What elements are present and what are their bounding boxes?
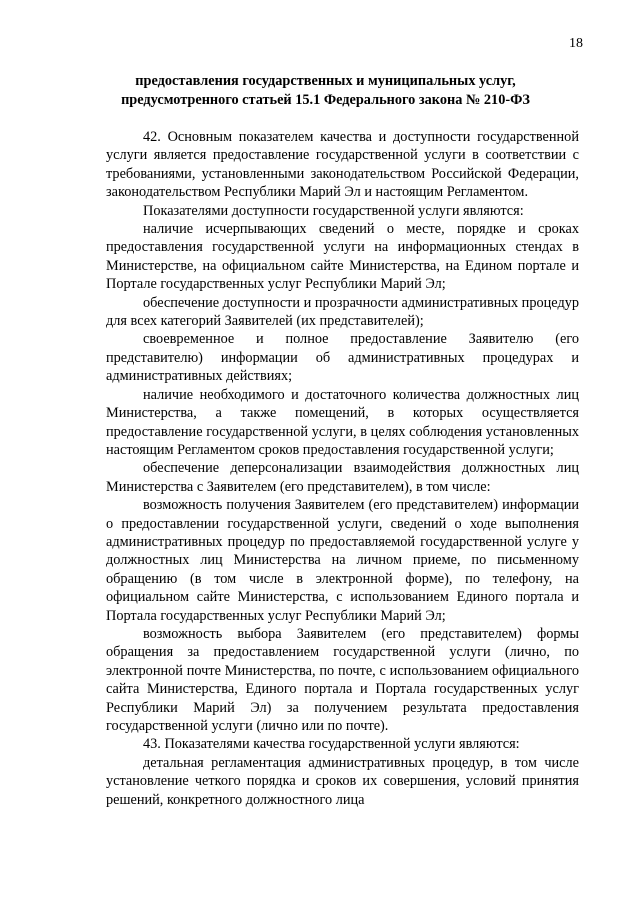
paragraph-regulation-detail: детальная регламентация административных процедур, в том числе установление четкого порядка и сроков их совершения, условий принятия решений, конкретного должностного лица (106, 754, 579, 808)
paragraph-42: 42. Основным показателем качества и доступности государственной услуги является предоставление государственной услуги в соответствии с требованиями, установленными законодательством Российской Федерации, законодательством Республики Марий Эл и настоящим Регламентом. (106, 129, 579, 201)
paragraph-staff-premises: наличие необходимого и достаточного количества должностных лиц Министерства, а также помещений, в которых осуществляется предоставление государственной услуги, в целях соблюдения установленных настоящим Регламентом сроков предоставления государственной услуги; (106, 386, 579, 458)
paragraph-info-receiving: возможность получения Заявителем (его представителем) информации о предоставлении государственной услуги, сведений о ходе выполнения административных процедур по предоставляемой государственной услуге у должностных лиц Министерства на личном приеме, по письменному обращению (в том числе в электронной форме), по телефону, на официальном сайте Министерства, с использованием Единого портала и Портала государственных услуг Республики Марий Эл; (106, 497, 579, 624)
section-heading-line-1: предоставления государственных и муниципальных услуг, (135, 73, 516, 89)
paragraph-info-availability: наличие исчерпывающих сведений о месте, порядке и сроках предоставления государственной услуги на информационных стендах в Министерстве, на официальном сайте Министерства, на Едином портале и Портале государственных услуг Республики Марий Эл; (106, 221, 579, 293)
paragraph-availability-intro: Показателями доступности государственной услуги являются: (143, 202, 524, 219)
page-number: 18 (569, 36, 583, 51)
paragraph-43: 43. Показателями качества государственной услуги являются: (143, 736, 520, 753)
paragraph-depersonalization: обеспечение деперсонализации взаимодействия должностных лиц Министерства с Заявителем (его представителем), в том числе: (106, 460, 579, 495)
section-heading-line-2: предусмотренного статьей 15.1 Федерального закона № 210-ФЗ (121, 92, 530, 108)
paragraph-request-form-choice: возможность выбора Заявителем (его представителем) формы обращения за предоставлением государственной услуги (лично, по электронной почте Министерства, по почте, с использованием официального сайта Министерства, Единого портала и Портала государственных услуг Республики Марий Эл) за получением результата предоставления государственной услуги (лично или по почте). (106, 625, 579, 734)
paragraph-timely-info: своевременное и полное предоставление Заявителю (его представителю) информации об административных процедурах и административных действиях; (106, 331, 579, 385)
section-heading (100, 72, 551, 110)
document-body (106, 128, 579, 809)
paragraph-transparency: обеспечение доступности и прозрачности административных процедур для всех категорий Заявителей (их представителей); (106, 294, 580, 330)
